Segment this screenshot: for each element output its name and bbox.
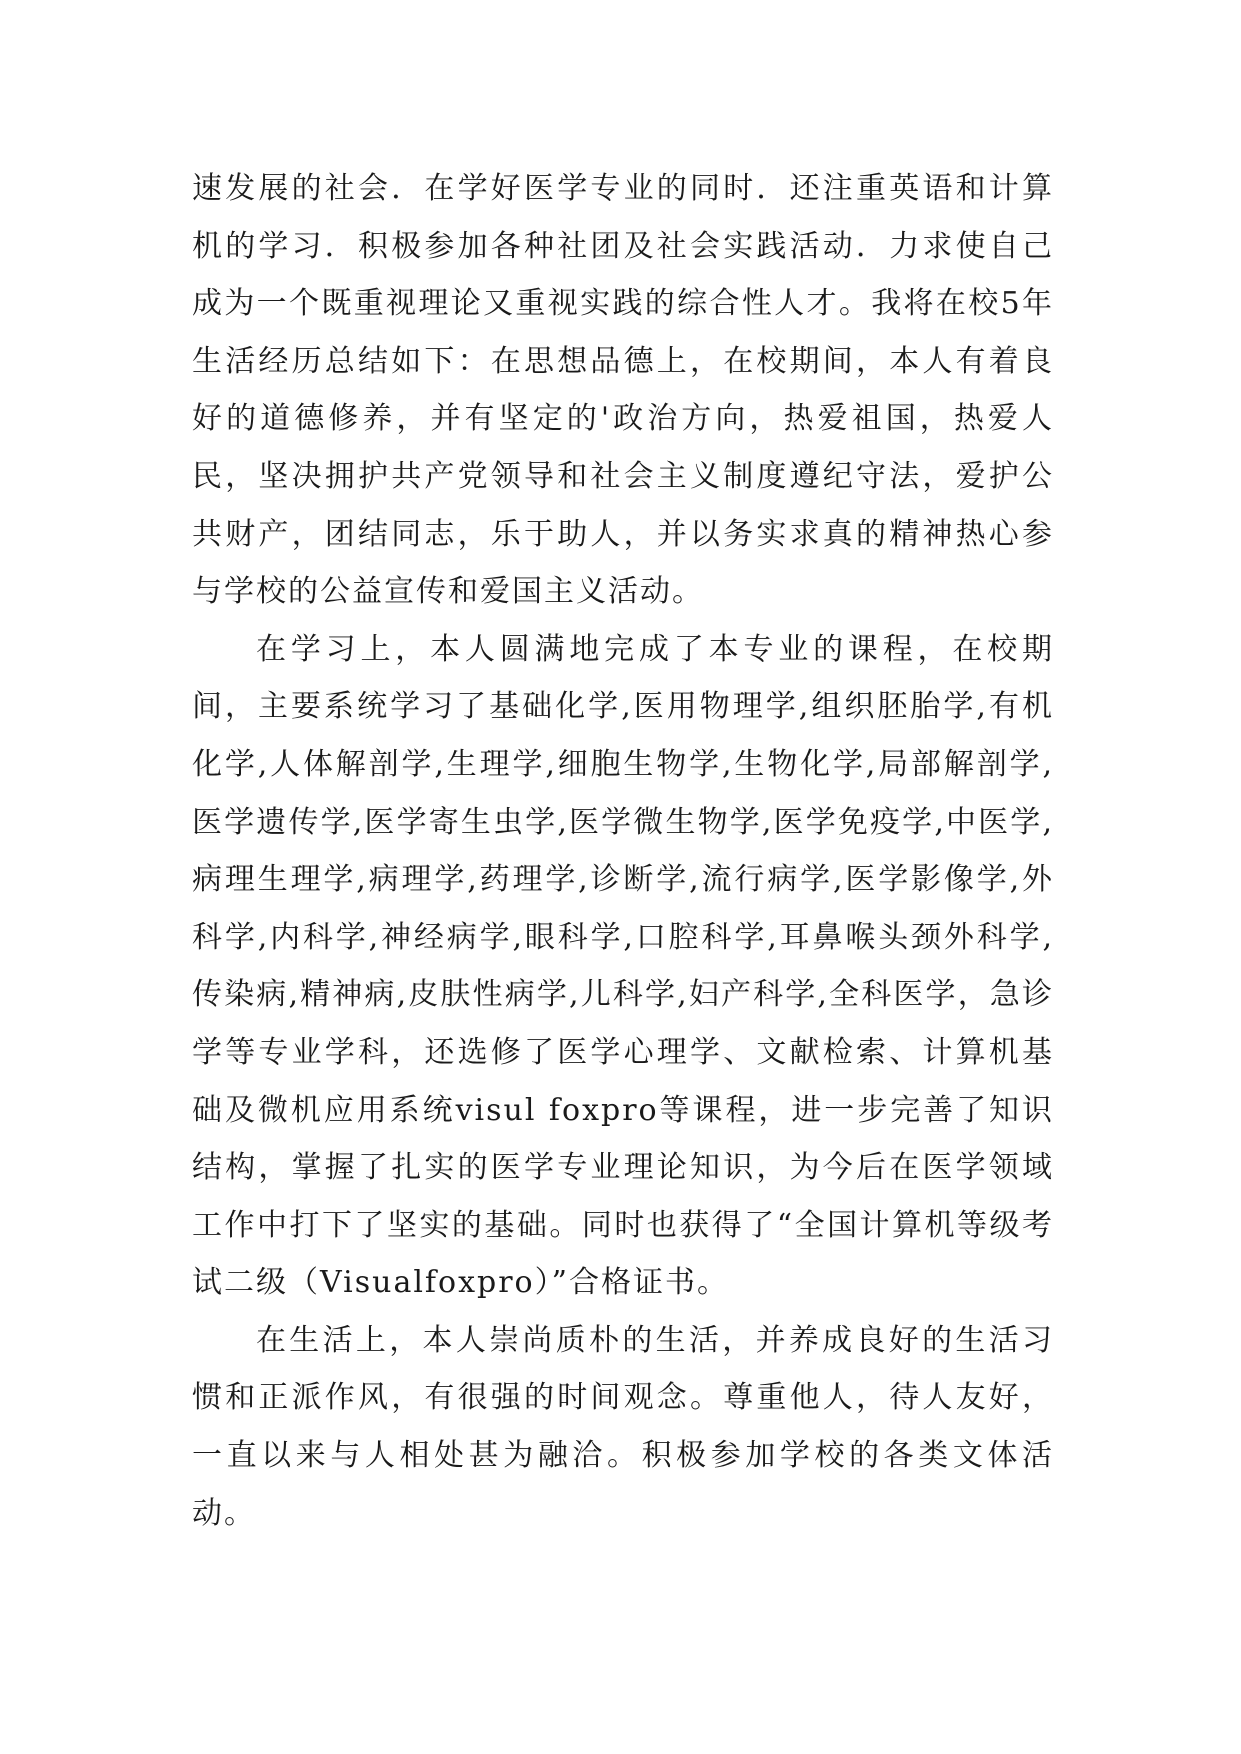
paragraph-study: 在学习上，本人圆满地完成了本专业的课程，在校期间，主要系统学习了基础化学,医用物理学,组织胚胎学,有机化学,人体解剖学,生理学,细胞生物学,生物化学,局部解剖学,医学遗传学,医学寄生虫学,医学微生物学,医学免疫学,中医学,病理生理学,病理学,药理学,诊断学,流行病学,医学影像学,外科学,内科学,神经病学,眼科学,口腔科学,耳鼻喉头颈外科学,传染病,精神病,皮肤性病学,儿科学,妇产科学,全科医学，急诊学等专业学科，还选修了医学心理学、文献检索、计算机基础及微机应用系统visul foxpro等课程，进一步完善了知识结构，掌握了扎实的医学专业理论知识，为今后在医学领域工作中打下了坚实的基础。同时也获得了“全国计算机等级考试二级（Visualfoxpro）”合格证书。 — [192, 631, 1054, 1301]
paragraph-self-summary: 速发展的社会．在学好医学专业的同时．还注重英语和计算机的学习．积极参加各种社团及社会实践活动．力求使自己成为一个既重视理论又重视实践的综合性人才。我将在校5年生活经历总结如下：在思想品德上，在校期间，本人有着良好的道德修养，并有坚定的'政治方向，热爱祖国，热爱人民，坚决拥护共产党领导和社会主义制度遵纪守法，爱护公共财产，团结同志，乐于助人，并以务实求真的精神热心参与学校的公益宣传和爱国主义活动。 — [192, 171, 1054, 610]
paragraph-life: 在生活上，本人崇尚质朴的生活，并养成良好的生活习惯和正派作风，有很强的时间观念。尊重他人，待人友好，一直以来与人相处甚为融洽。积极参加学校的各类文体活动。 — [192, 1322, 1054, 1531]
document-body — [192, 160, 1054, 1542]
